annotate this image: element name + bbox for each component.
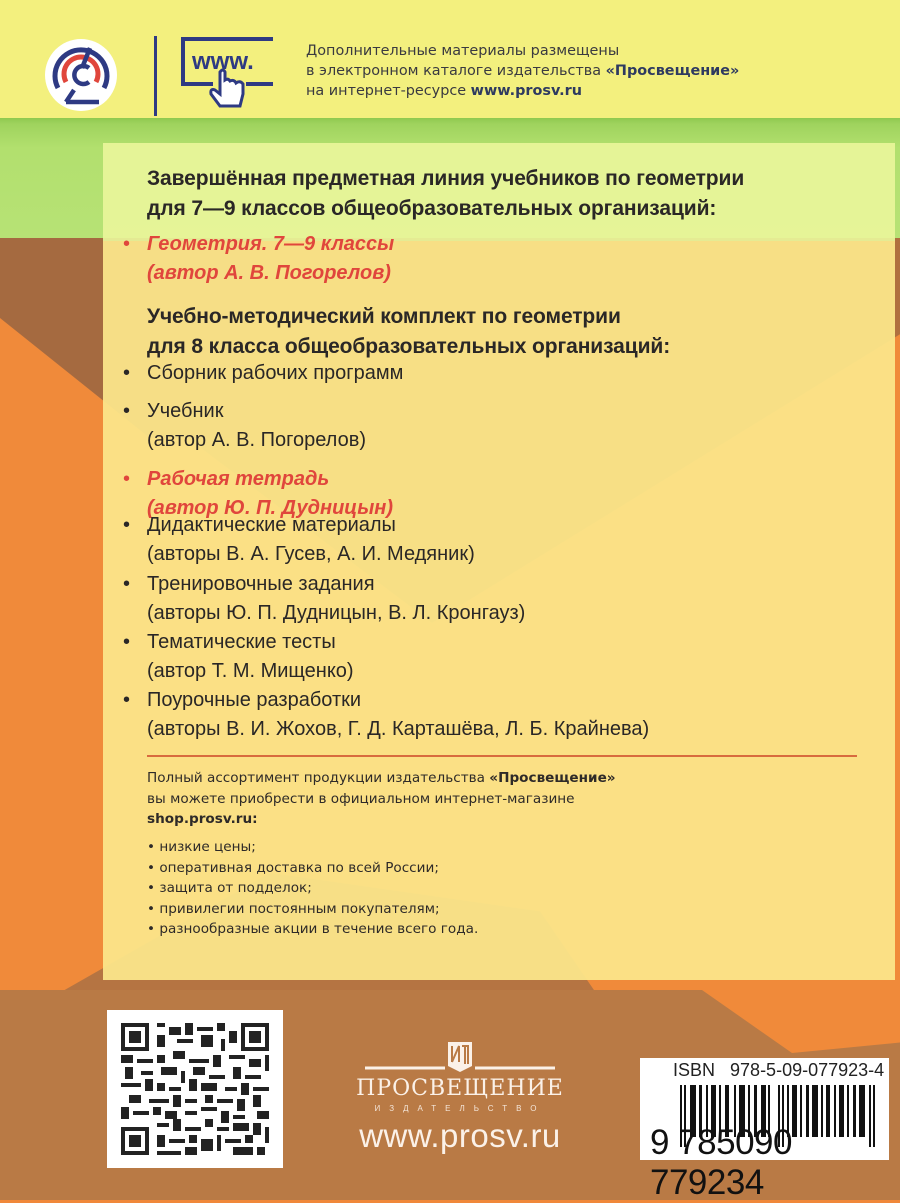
- shop-link[interactable]: shop.prosv.ru:: [147, 811, 258, 827]
- publisher-url[interactable]: www.prosv.ru: [359, 1117, 561, 1154]
- kit-item-highlighted: • Рабочая тетрадь (автор Ю. П. Дудницын): [123, 468, 394, 519]
- section-divider: [147, 755, 857, 757]
- shop-benefits-list: [147, 837, 478, 940]
- kit-item: • Дидактические материалы (авторы В. А. Гусев, А. И. Медяник): [123, 514, 475, 565]
- benefit-item: • оперативная доставка по всей России;: [147, 859, 439, 876]
- kit-item: • Тематические тесты (автор Т. М. Мищенко): [123, 631, 354, 682]
- header-line-1: Дополнительные материалы размещены: [306, 43, 620, 59]
- header-line-3: на интернет-ресурсе www.prosv.ru: [306, 83, 582, 99]
- isbn-text: ISBN 978-5-09-077923-4: [673, 1060, 885, 1080]
- benefit-item: • низкие цены;: [147, 839, 256, 855]
- qr-code-icon: [121, 1022, 269, 1156]
- website-link[interactable]: www.prosv.ru: [470, 83, 582, 99]
- series-item: • Геометрия. 7—9 классы (автор А. В. Погорелов): [123, 233, 395, 284]
- qr-code[interactable]: [107, 1010, 283, 1168]
- kit-item: • Тренировочные задания (авторы Ю. П. Дудницын, В. Л. Кронгауз): [123, 573, 526, 624]
- barcode-digits: 9 785090 779234: [650, 1123, 792, 1202]
- publisher-logo-block: [340, 1038, 580, 1155]
- svg-text:www.: www.: [192, 48, 254, 75]
- kit-item: • Учебник (автор А. В. Погорелов): [123, 400, 366, 451]
- benefit-item: • привилегии постоянным покупателям;: [147, 900, 440, 917]
- series-heading: Завершённая предметная линия учебников по геометрии для 7—9 классов общеобразовательных организаций:: [147, 167, 745, 220]
- publisher-name: ПРОСВЕЩЕНИЕ: [356, 1076, 564, 1101]
- info-panel: [103, 143, 895, 980]
- shop-info: Полный ассортимент продукции издательства «Просвещение» вы можете приобрести в официальном интернет-магазине shop.prosv.ru:: [147, 770, 616, 827]
- divider: [154, 36, 157, 116]
- isbn-barcode-block: [640, 1058, 889, 1202]
- publisher-subtitle: ИЗДАТЕЛЬСТВО: [374, 1104, 546, 1113]
- benefit-item: • разнообразные акции в течение всего года.: [147, 921, 479, 938]
- kit-item: • Поурочные разработки (авторы В. И. Жохов, Г. Д. Карташёва, Л. Б. Крайнева): [123, 689, 650, 740]
- header: [0, 0, 900, 120]
- publisher-emblem-icon: [355, 1038, 565, 1074]
- kit-heading: Учебно-методический комплект по геометрии для 8 класса общеобразовательных организаций:: [147, 305, 671, 358]
- header-line-2: в электронном каталоге издательства «Просвещение»: [306, 63, 740, 79]
- benefit-item: • защита от подделок;: [147, 880, 312, 897]
- prosv-emblem-icon: [44, 38, 119, 113]
- website-cursor-icon: [178, 36, 278, 116]
- kit-item: • Сборник рабочих программ: [123, 362, 404, 384]
- header-info-text: [306, 41, 739, 101]
